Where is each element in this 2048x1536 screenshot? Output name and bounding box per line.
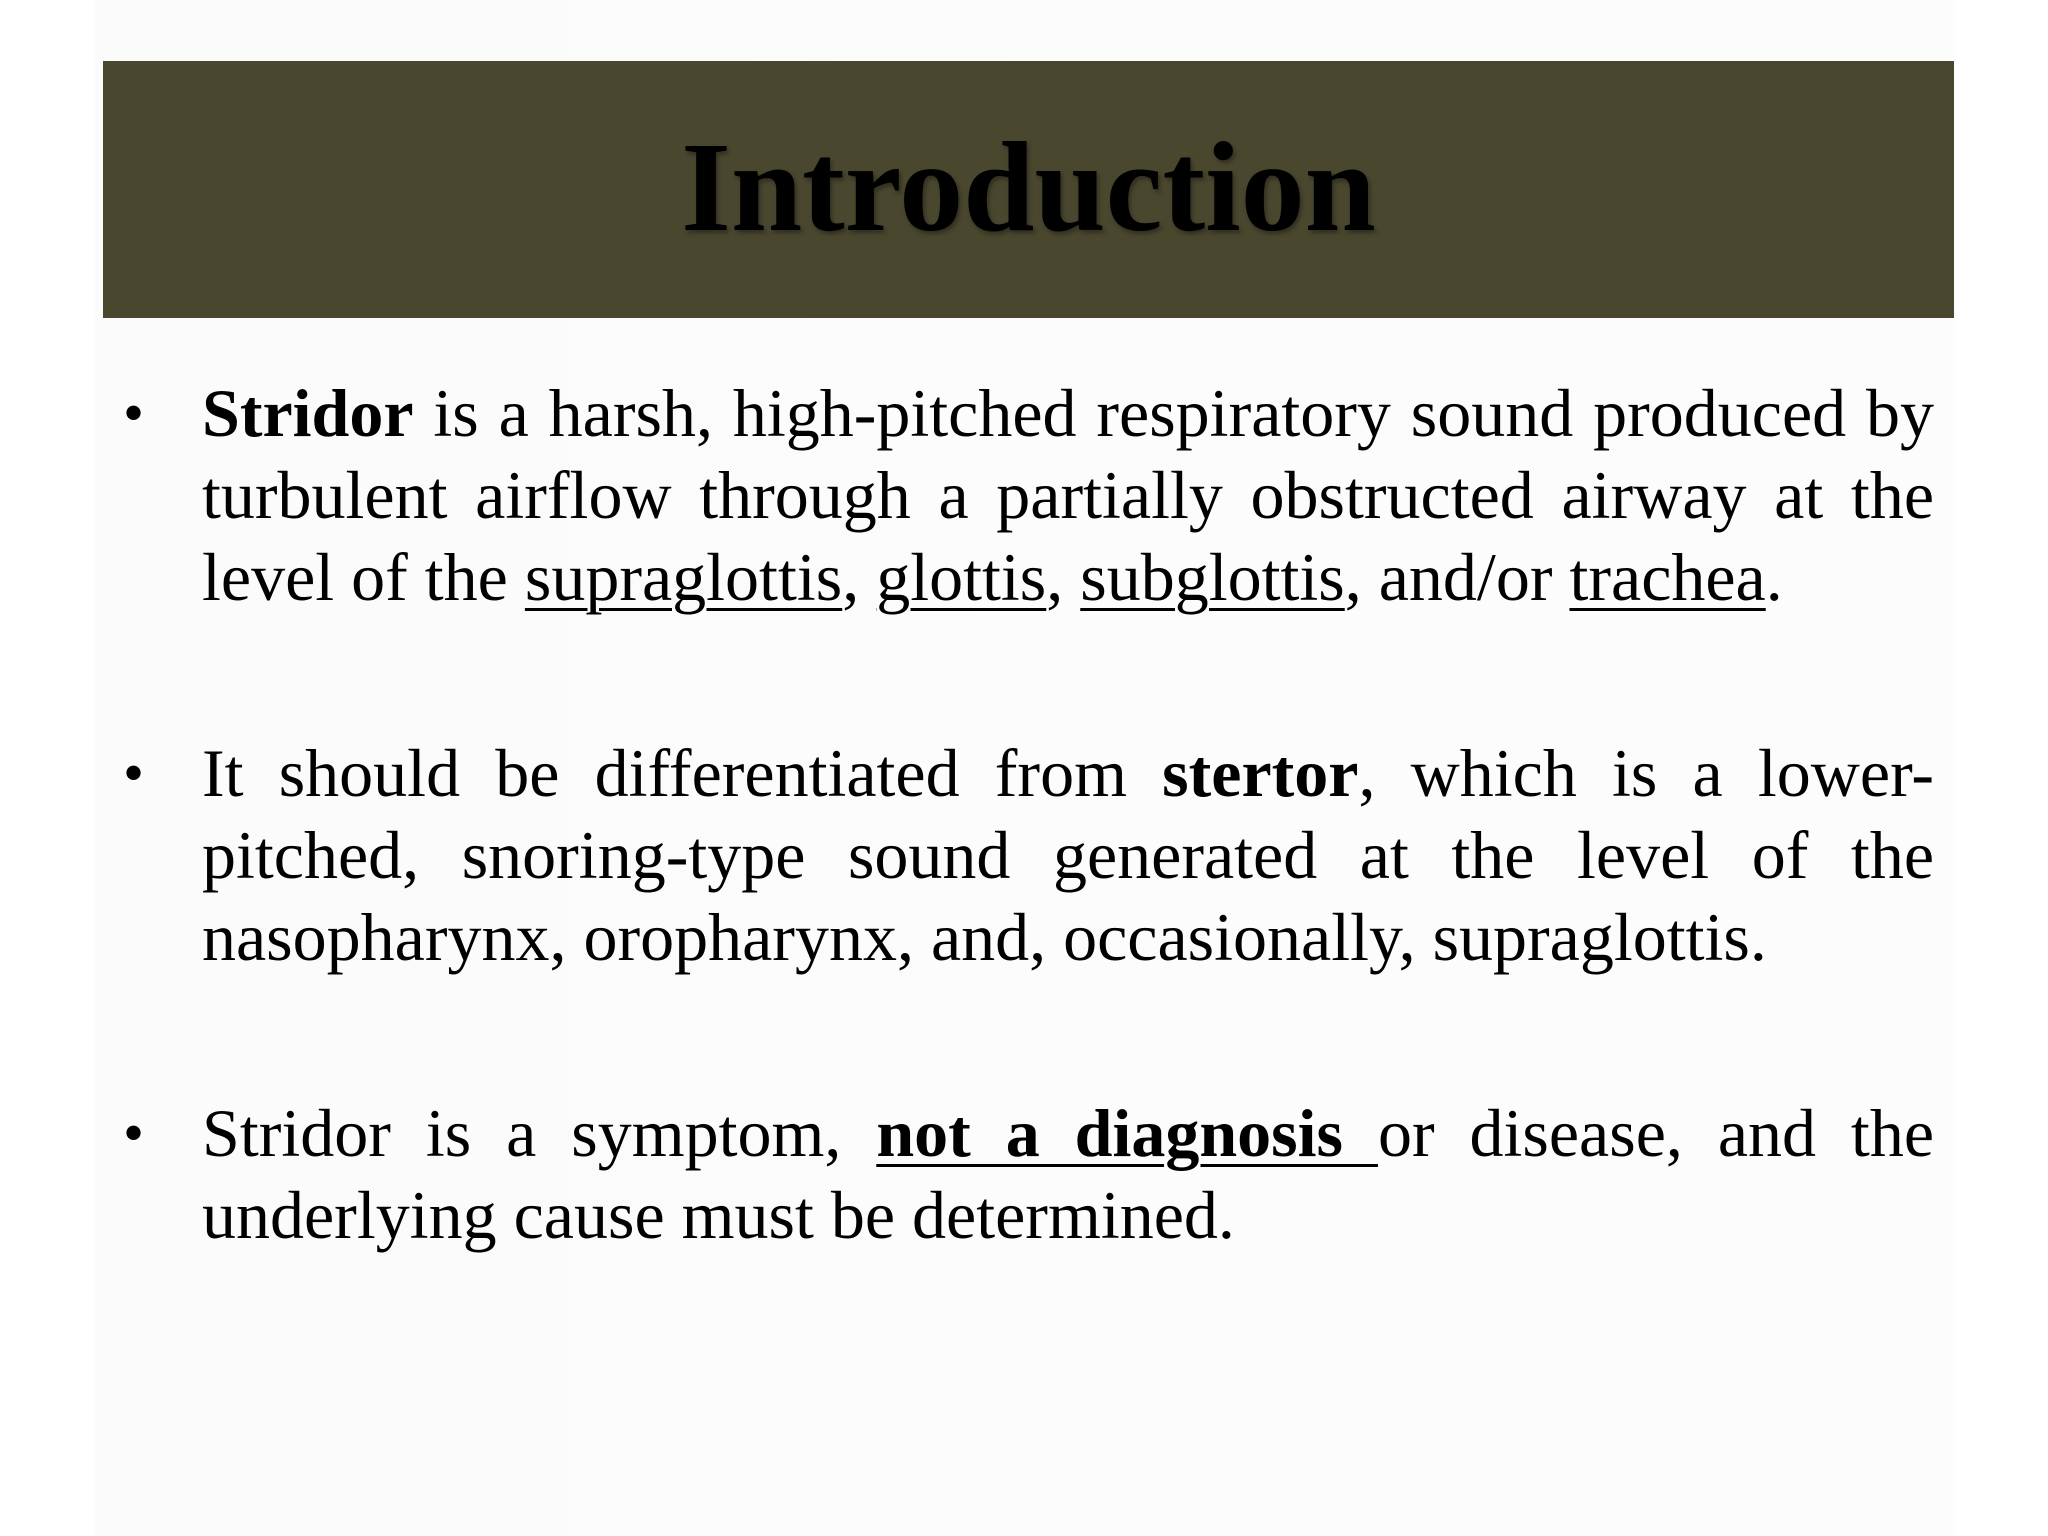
bullet-text: , — [842, 539, 877, 615]
bullet-item-symptom — [120, 1092, 1934, 1256]
bullet-text: is a harsh, high-pitched respiratory sound produced by turbulent airflow through a partially obstructed airway at the level of the — [202, 375, 1934, 615]
term-supraglottis: supraglottis — [524, 539, 843, 615]
term-not-a-diagnosis: not a diagnosis — [876, 1095, 1378, 1171]
bullet-text: , — [1046, 539, 1081, 615]
bullet-text: , and/or — [1344, 539, 1570, 615]
bullet-text: . — [1765, 539, 1783, 615]
bullet-text: or disease, and the underlying cause must be determined. — [202, 1095, 1935, 1253]
term-trachea: trachea — [1569, 539, 1766, 615]
bullet-text: It should be differentiated from — [202, 735, 1163, 811]
slide-title: Introduction — [681, 115, 1376, 258]
title-banner — [103, 61, 1954, 318]
term-subglottis: subglottis — [1080, 539, 1345, 615]
term-glottis: glottis — [876, 539, 1047, 615]
bullet-item-stridor-definition — [120, 372, 1934, 618]
bullet-item-stertor — [120, 732, 1934, 978]
term-stertor: stertor — [1162, 735, 1359, 811]
bullet-marker: • — [123, 740, 145, 806]
bullet-text: , which is a lower-pitched, snoring-type sound generated at the level of the nasopharynx, oropharynx, and, occasionally, supraglottis. — [202, 735, 1934, 975]
bullet-list — [120, 372, 1934, 1256]
bullet-marker: • — [123, 380, 145, 446]
bullet-marker: • — [123, 1100, 145, 1166]
term-stridor: Stridor — [202, 375, 414, 451]
bullet-text: Stridor is a symptom, — [202, 1095, 877, 1171]
